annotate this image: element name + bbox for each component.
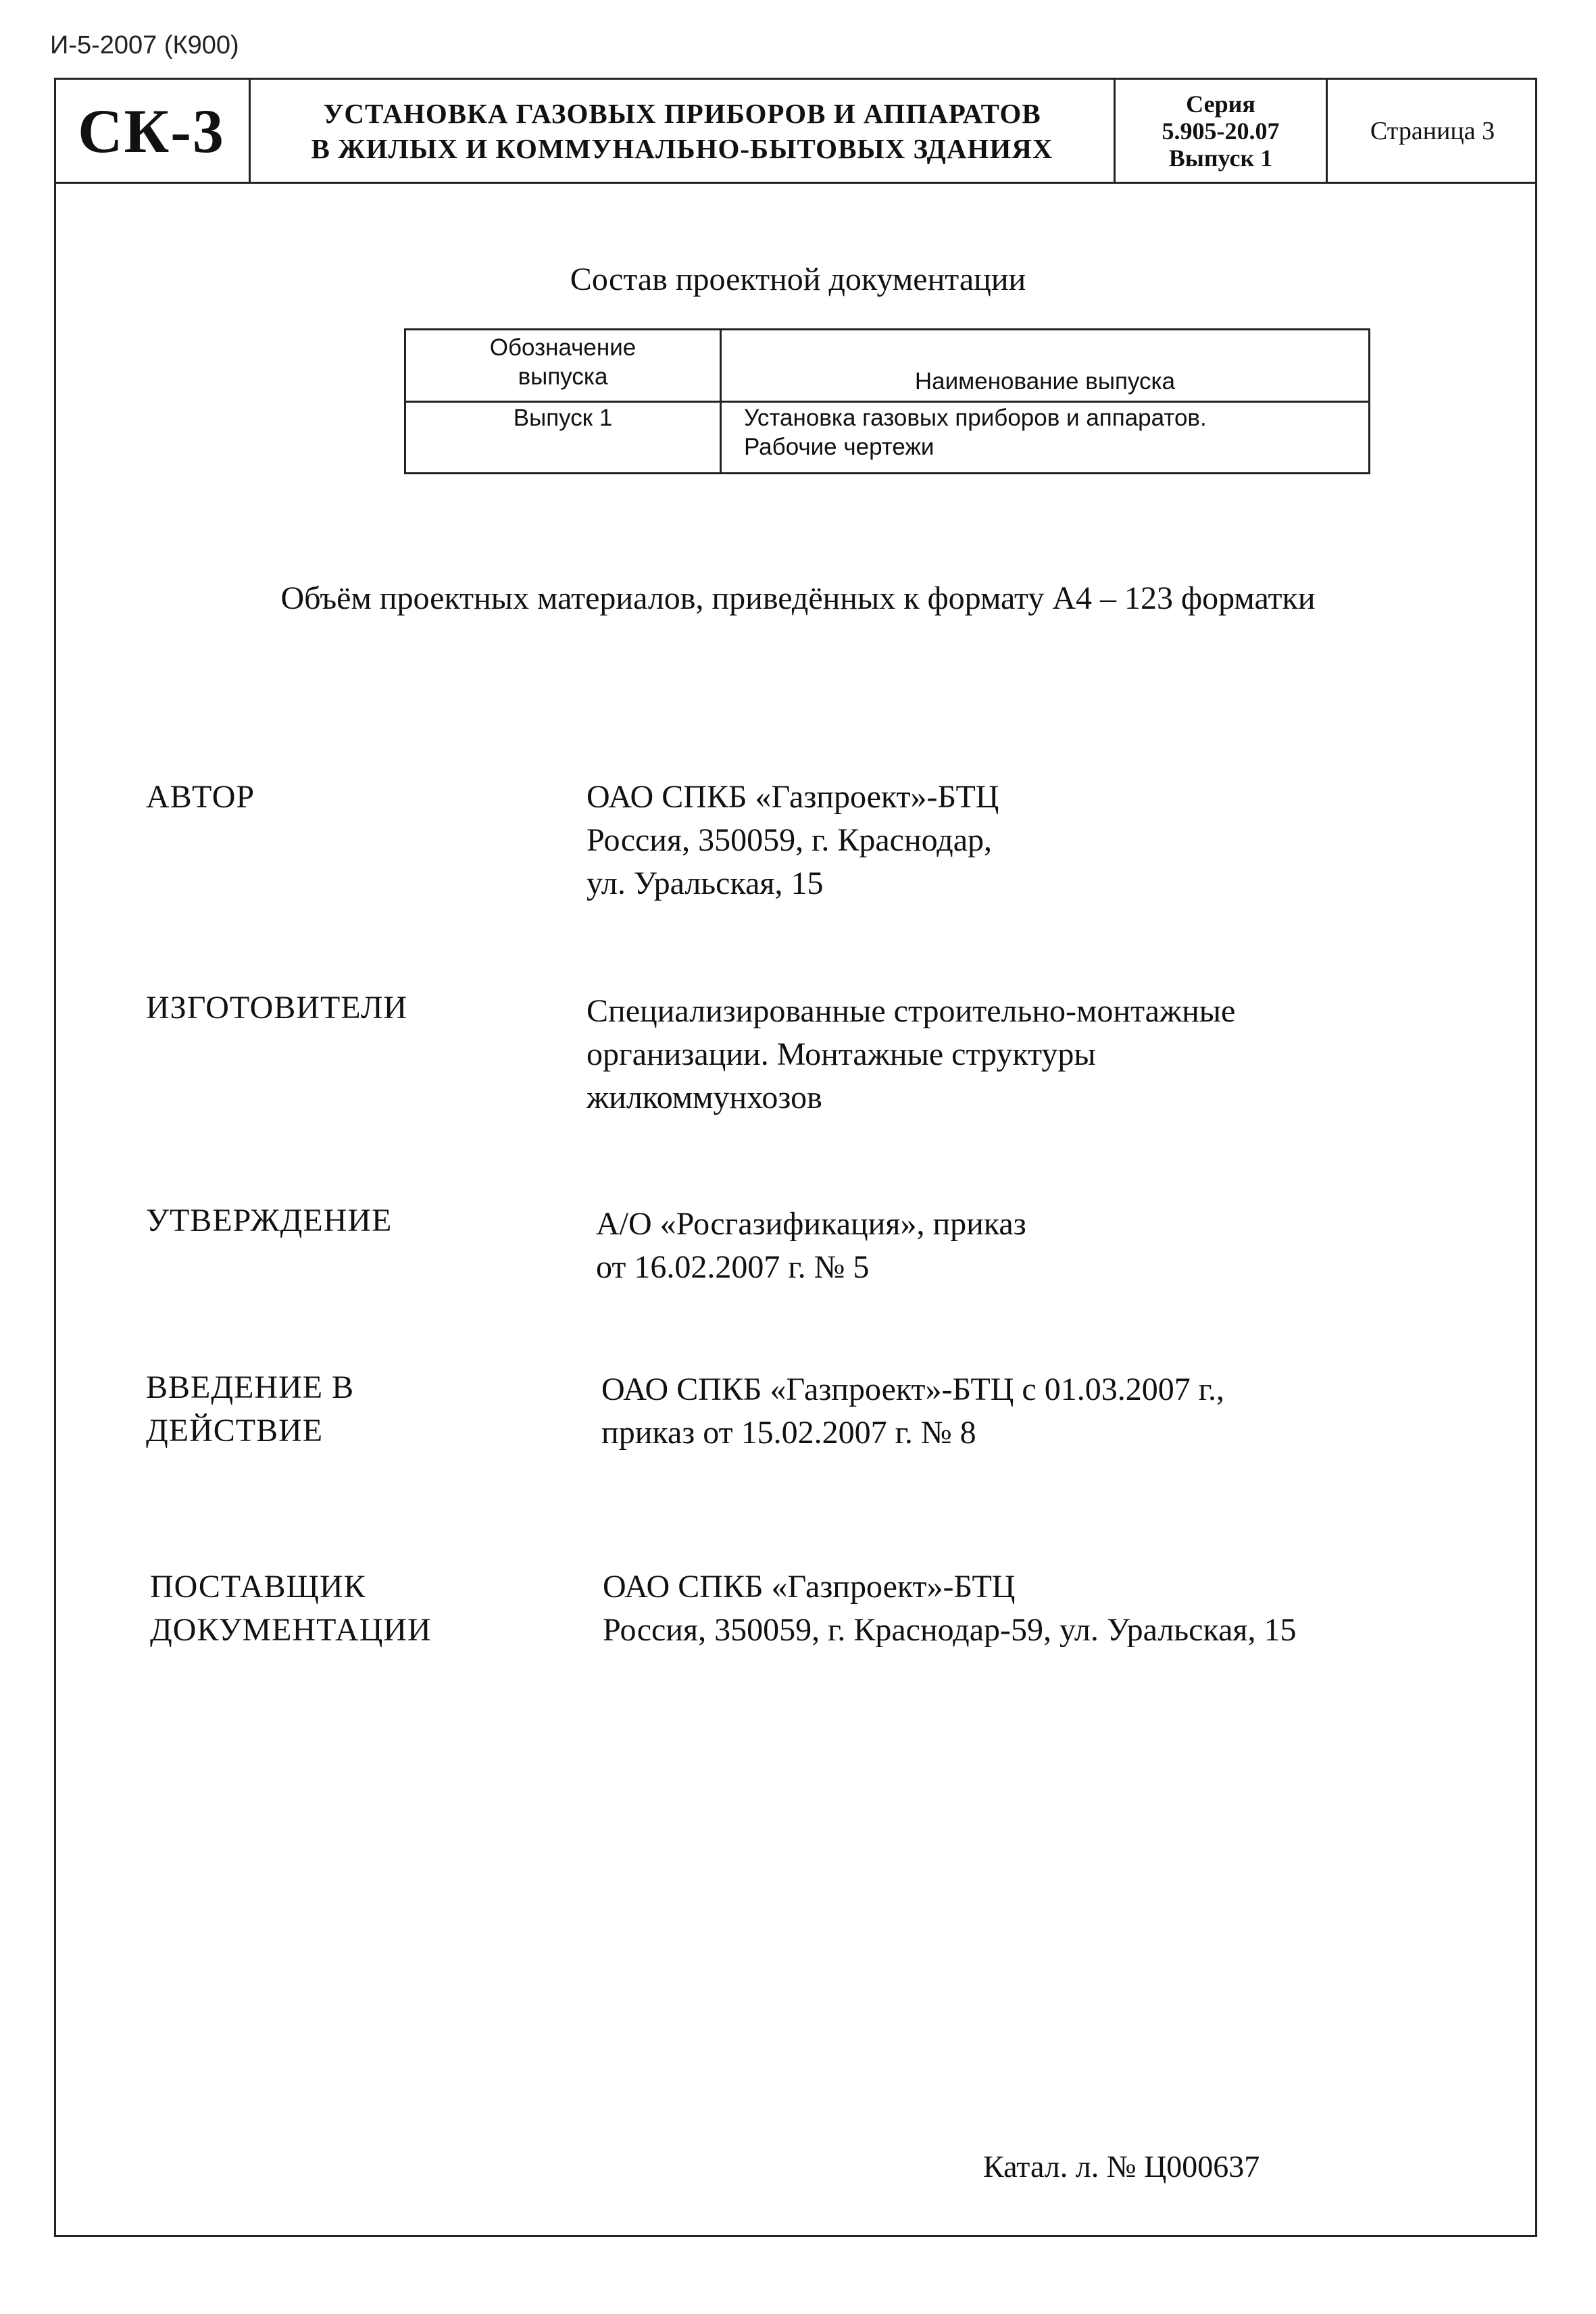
- page-number: Страница 3: [1326, 80, 1537, 182]
- label-author: [146, 776, 255, 819]
- label-line: ДЕЙСТВИЕ: [146, 1413, 324, 1449]
- document-code: СК-3: [78, 96, 225, 166]
- value-line: приказ от 15.02.2007 г. № 8: [601, 1415, 976, 1451]
- value-line: Россия, 350059, г. Краснодар,: [587, 822, 992, 858]
- value-line: А/О «Росгазификация», приказ: [596, 1206, 1026, 1242]
- value-line: жилкоммунхозов: [587, 1080, 822, 1115]
- volume-statement: Объём проектных материалов, приведённых к формату А4 – 123 форматки: [280, 580, 1316, 616]
- table-row-divider: [406, 401, 1368, 403]
- value-line: организации. Монтажные структуры: [587, 1036, 1096, 1072]
- label-line: ВВЕДЕНИЕ В: [146, 1369, 355, 1405]
- composition-table: [404, 328, 1370, 474]
- value-approval: [596, 1203, 1026, 1289]
- column-header-designation: [406, 333, 720, 391]
- label-enactment: [146, 1366, 354, 1453]
- cell-line: Установка газовых приборов и аппаратов.: [744, 405, 1207, 431]
- series-issue: Выпуск 1: [1168, 144, 1273, 172]
- table-cell-designation: Выпуск 1: [513, 405, 613, 431]
- title-block: [54, 78, 1537, 184]
- cell-line: Рабочие чертежи: [744, 434, 934, 460]
- catalog-number: Катал. л. № Ц000637: [983, 2149, 1260, 2184]
- composition-title: Состав проектной документации: [570, 261, 1026, 297]
- label-line: ПОСТАВЩИК: [150, 1569, 366, 1605]
- label-line: ИЗГОТОВИТЕЛИ: [146, 990, 408, 1026]
- label-line: ДОКУМЕНТАЦИИ: [150, 1612, 432, 1648]
- series-number: 5.905-20.07: [1162, 117, 1280, 145]
- value-manufacturers: [587, 990, 1235, 1120]
- label-line: УТВЕРЖДЕНИЕ: [146, 1203, 393, 1238]
- frame-bottom-border: [54, 2235, 1537, 2237]
- value-supplier: [603, 1565, 1296, 1652]
- value-enactment: [601, 1368, 1224, 1455]
- series-cell: [1114, 80, 1326, 182]
- value-line: ОАО СПКБ «Газпроект»-БТЦ: [603, 1569, 1016, 1605]
- document-stamp: И-5-2007 (К900): [50, 31, 239, 59]
- frame-left-border: [54, 78, 56, 2236]
- title-line-2: В ЖИЛЫХ И КОММУНАЛЬНО-БЫТОВЫХ ЗДАНИЯХ: [311, 132, 1053, 164]
- document-title: [249, 80, 1114, 182]
- value-line: Специализированные строительно-монтажные: [587, 993, 1236, 1029]
- value-author: [587, 776, 999, 905]
- series-label: Серия: [1186, 90, 1255, 118]
- table-cell-name: [744, 403, 1368, 461]
- frame-right-border: [1535, 78, 1537, 2236]
- value-line: от 16.02.2007 г. № 5: [596, 1249, 870, 1285]
- value-line: ул. Уральская, 15: [587, 865, 824, 901]
- label-manufacturers: [146, 986, 407, 1030]
- value-line: Россия, 350059, г. Краснодар-59, ул. Уральская, 15: [603, 1612, 1297, 1648]
- column-header-name: Наименование выпуска: [914, 368, 1176, 395]
- column-header-text: Обозначение выпуска: [489, 334, 637, 390]
- label-line: АВТОР: [146, 779, 255, 815]
- label-approval: [146, 1199, 392, 1242]
- title-line-1: УСТАНОВКА ГАЗОВЫХ ПРИБОРОВ И АППАРАТОВ: [323, 97, 1041, 129]
- value-line: ОАО СПКБ «Газпроект»-БТЦ: [587, 779, 999, 815]
- label-supplier: [150, 1565, 432, 1652]
- value-line: ОАО СПКБ «Газпроект»-БТЦ с 01.03.2007 г.,: [601, 1372, 1225, 1407]
